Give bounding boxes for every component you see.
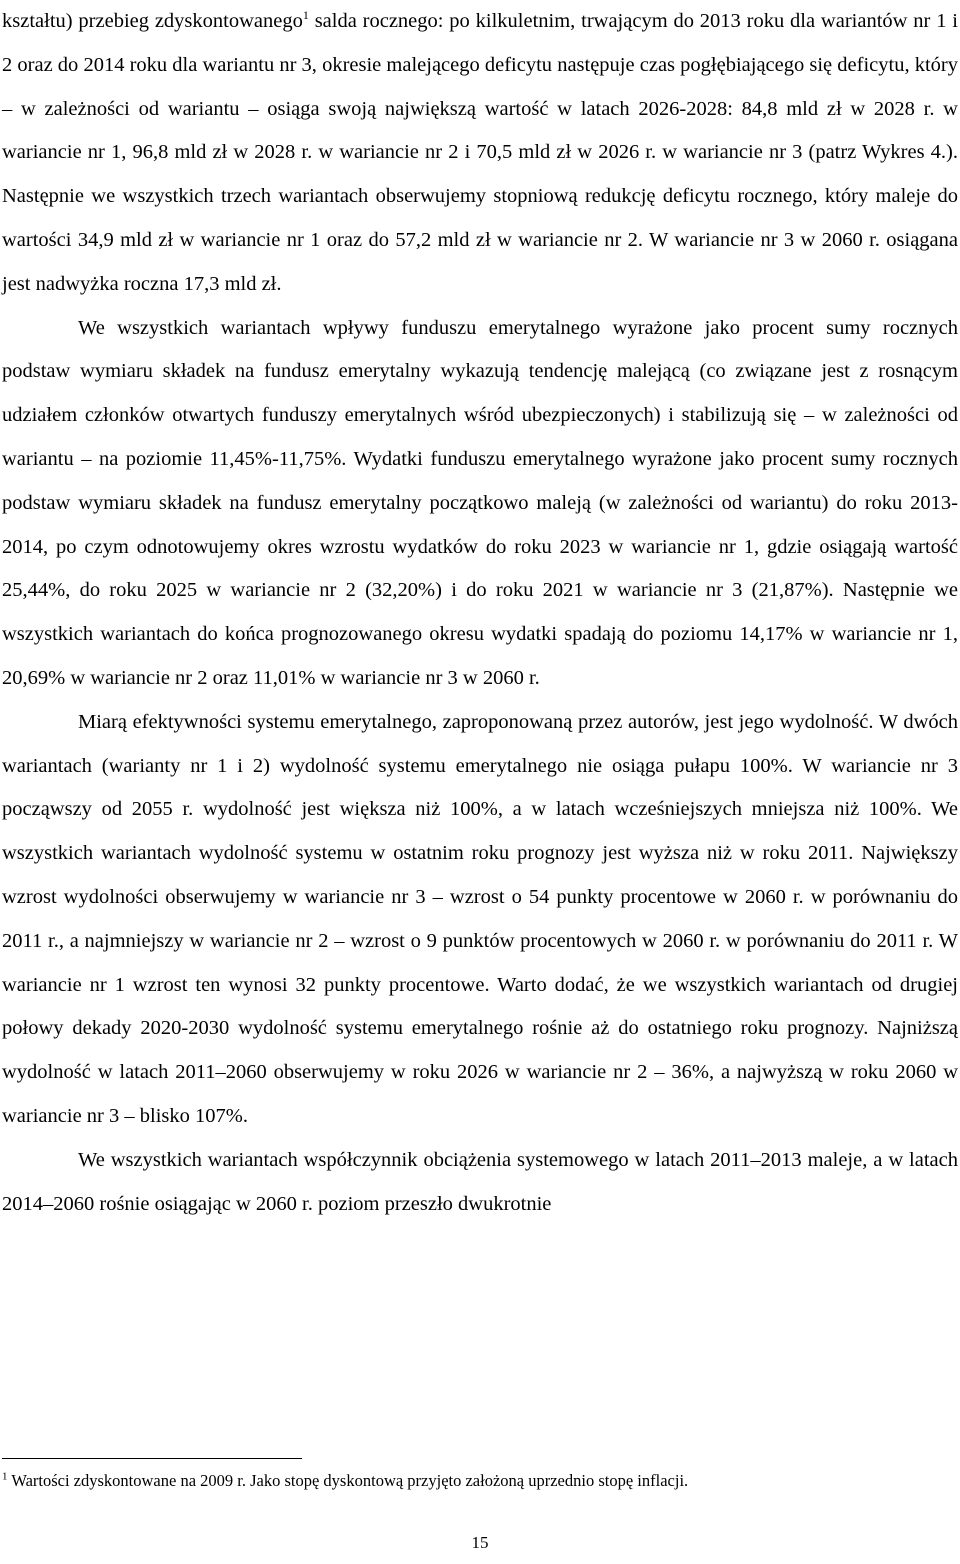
footnote-reference[interactable]: 1 (302, 8, 309, 23)
page-number: 15 (471, 1533, 489, 1552)
footnote-text: Wartości zdyskontowane na 2009 r. Jako stopę dyskontową przyjęto założoną uprzednio stopę inflacji. (7, 1471, 689, 1490)
footnote-marker: 1 (2, 1470, 8, 1483)
paragraph-1 (2, 0, 958, 307)
paragraph-3: Miarą efektywności systemu emerytalnego, zaproponowaną przez autorów, jest jego wydolność. W dwóch wariantach (warianty nr 1 i 2) wydolność systemu emerytalnego nie osiąga pułapu 100%. W wariancie nr 3 począwszy od 2055 r. wydolność jest większa niż 100%, a w latach wcześniejszych mniejsza niż 100%. We wszystkich wariantach wydolność systemu w ostatnim roku prognozy jest wyższa niż w roku 2011. Największy wzrost wydolności obserwujemy w wariancie nr 3 – wzrost o 54 punkty procentowe w 2060 r. w porównaniu do 2011 r., a najmniejszy w wariancie nr 2 – wzrost o 9 punktów procentowych w 2060 r. w porównaniu do 2011 r. W wariancie nr 1 wzrost ten wynosi 32 punkty procentowe. Warto dodać, że we wszystkich wariantach od drugiej połowy dekady 2020-2030 wydolność systemu emerytalnego rośnie aż do ostatniego roku prognozy. Najniższą wydolność w latach 2011–2060 obserwujemy w roku 2026 w wariancie nr 2 – 36%, a najwyższą w roku 2060 w wariancie nr 3 – blisko 107%. (2, 710, 958, 1127)
footnote-divider (2, 1458, 302, 1459)
body-text (2, 0, 958, 1226)
footnote (2, 1470, 958, 1492)
paragraph-4: We wszystkich wariantach współczynnik obciążenia systemowego w latach 2011–2013 maleje, a w latach 2014–2060 rośnie osiągając w 2060 r. poziom przeszło dwukrotnie (2, 1148, 958, 1215)
paragraph-1-start: kształtu) przebieg zdyskontowanego (2, 10, 303, 32)
paragraph-2: We wszystkich wariantach wpływy funduszu emerytalnego wyrażone jako procent sumy rocznych podstaw wymiaru składek na fundusz emerytalny wykazują tendencję malejącą (co związane jest z rosnącym udziałem członków otwartych funduszy emerytalnych wśród ubezpieczonych) i stabilizują się – w zależności od wariantu – na poziomie 11,45%-11,75%. Wydatki funduszu emerytalnego wyrażone jako procent sumy rocznych podstaw wymiaru składek na fundusz emerytalny początkowo maleją (w zależności od wariantu) do roku 2013-2014, po czym odnotowujemy okres wzrostu wydatków do roku 2023 w wariancie nr 1, gdzie osiągają wartość 25,44%, do roku 2025 w wariancie nr 2 (32,20%) i do roku 2021 w wariancie nr 3 (21,87%). Następnie we wszystkich wariantach do końca prognozowanego okresu wydatki spadają do poziomu 14,17% w wariancie nr 1, 20,69% w wariancie nr 2 oraz 11,01% w wariancie nr 3 w 2060 r. (2, 316, 958, 689)
paragraph-1-rest: salda rocznego: po kilkuletnim, trwającym do 2013 roku dla wariantów nr 1 i 2 oraz do 2014 roku dla wariantu nr 3, okresie malejącego deficytu następuje czas pogłębiającego się deficytu, który – w zależności od wariantu – osiąga swoją największą wartość w latach 2026-2028: 84,8 mld zł w 2028 r. w wariancie nr 1, 96,8 mld zł w 2028 r. w wariancie nr 2 i 70,5 mld zł w 2026 r. w wariancie nr 3 (patrz Wykres 4.). Następnie we wszystkich trzech wariantach obserwujemy stopniową redukcję deficytu rocznego, który maleje do wartości 34,9 mld zł w wariancie nr 1 oraz do 57,2 mld zł w wariancie nr 2. W wariancie nr 3 w 2060 r. osiągana jest nadwyżka roczna 17,3 mld zł. (2, 10, 958, 295)
